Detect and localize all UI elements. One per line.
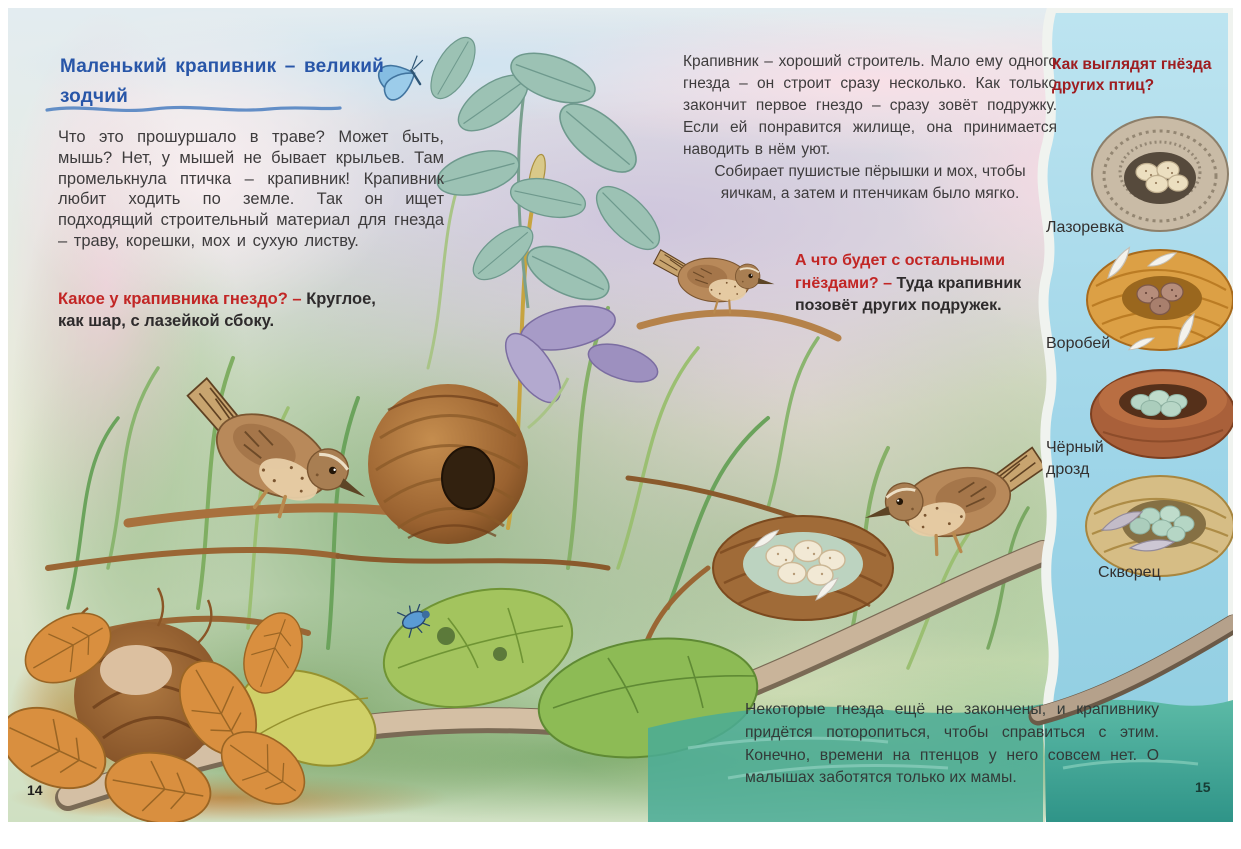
builder-paragraph: Крапивник – хороший строитель. Мало ему одного гнезда – он строит сразу несколько. Как только закончит первое гнездо – сразу зовёт подружку. Если ей понравится жилище, она принимается наводить в нём уют. [683,53,1057,158]
nest-image-skvorets [1086,476,1233,576]
answer-left: Круглое, как шар, с лазейкой сбоку. [58,290,376,330]
question-left: Какое у крапивника гнездо? – [58,290,307,308]
builder-paragraph-centered: Собирает пушистые пёрышки и мох, чтобы яичкам, а затем и птенчикам было мягко. [714,163,1026,202]
question-right: А что будет с остальными гнёздами? – [795,252,1005,292]
nest-image-lazorevka [1092,117,1228,231]
nest-label-vorobey: Воробей [1046,335,1111,352]
nest-label-skvorets: Скворец [1098,564,1161,581]
page-number-right: 15 [1195,779,1211,795]
title-underline [44,102,344,116]
wren-perched [649,249,777,318]
page-number-left: 14 [27,782,43,798]
ball-nest [368,378,568,544]
page-title: Маленький крапивник – великий зодчий [60,56,385,107]
nest-label-lazorevka: Лазоревка [1046,219,1124,236]
question-answer-right [795,250,1033,318]
answer-right: Туда крапивник позовёт других подружек. [795,274,1022,314]
open-nest-with-eggs [713,516,893,620]
nest-label-cherny-drozd: Чёрный дрозд [1046,439,1104,478]
bottom-paragraph: Некоторые гнезда ещё не закончены, и крапивнику придётся поторопиться, чтобы справиться с этим. Конечно, времени на птенцов у него совсем нет. О малышах заботятся только их мамы. [745,701,1159,787]
sidebar-header: Как выглядят гнёзда других птиц? [1052,56,1212,94]
intro-paragraph: Что это прошуршало в траве? Может быть, мышь? Нет, у мышей не бывает крыльев. Там промелькнула птичка – крапивник! Крапивник любит ходить по земле. Так он ищет подходящий строительный материал для гнезда – траву, корешки, мох и сухую листву. [58,128,444,250]
bramble-leaves [422,30,670,310]
wren-building [157,374,382,549]
question-answer-left [58,289,394,332]
